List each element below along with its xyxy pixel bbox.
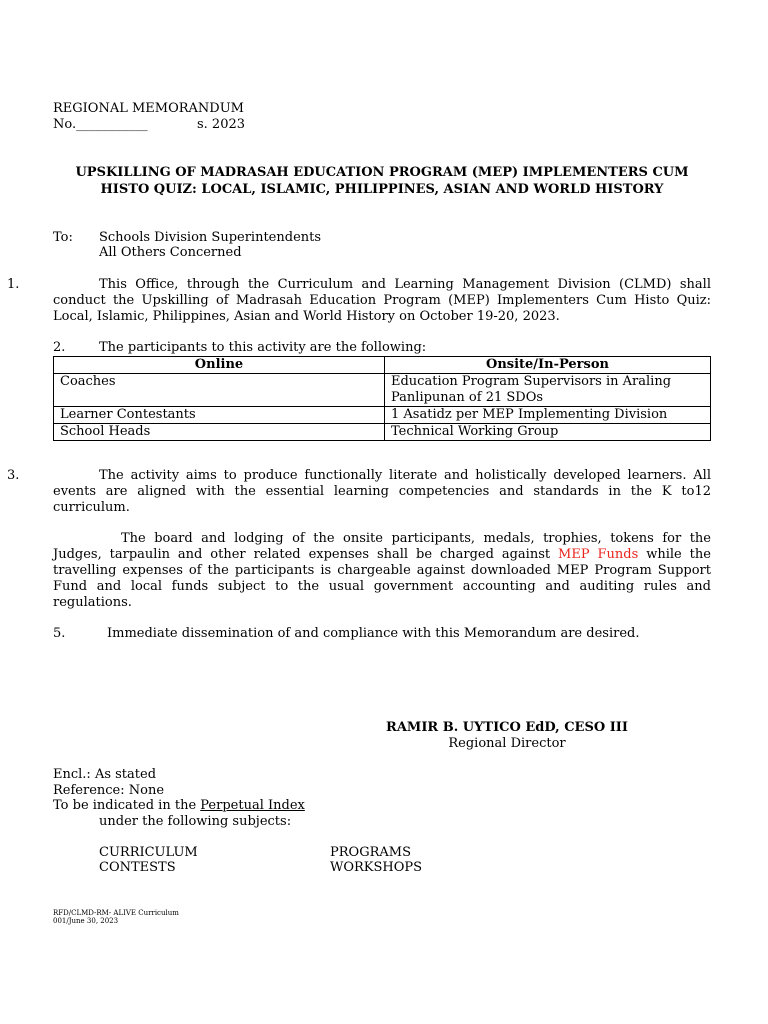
- paragraph-3-text: The activity aims to produce functionally literate and holistically developed learners. All events are aligned with the essential learning competencies and standards in the K to12 curriculum.: [53, 468, 711, 515]
- table-header-online: Online: [54, 357, 385, 374]
- paragraph-4: [53, 531, 711, 611]
- participants-table: [53, 356, 711, 441]
- paragraph-4-text-after: while the travelling expenses of the participants is chargeable against downloaded MEP Program Support Fund and local funds subject to the usual government accounting and auditing rules and regulations.: [53, 547, 711, 610]
- memo-type: REGIONAL MEMORANDUM: [53, 101, 244, 116]
- paragraph-1: [7, 277, 711, 325]
- memo-number: No.___________: [53, 117, 148, 132]
- table-cell: Learner Contestants: [54, 407, 385, 424]
- table-cell: 1 Asatidz per MEP Implementing Division: [385, 407, 711, 424]
- table-cell: Coaches: [54, 374, 385, 407]
- table-cell: School Heads: [54, 424, 385, 441]
- subjects-intro: under the following subjects:: [99, 814, 292, 829]
- to-label: To:: [53, 230, 73, 245]
- mep-funds-highlight: MEP Funds: [558, 547, 639, 562]
- subject-contests: CONTESTS: [99, 860, 176, 875]
- memo-series: s. 2023: [197, 117, 246, 132]
- addressee-1: Schools Division Superintendents: [99, 230, 322, 245]
- addressee-2: All Others Concerned: [99, 245, 242, 260]
- perpetual-index-text: Perpetual Index: [200, 798, 305, 813]
- table-row: [54, 374, 711, 407]
- paragraph-5-number: 5.: [53, 626, 66, 641]
- reference-line: Reference: None: [53, 783, 165, 798]
- paragraph-1-text: This Office, through the Curriculum and Learning Management Division (CLMD) shall conduct the Upskilling of Madrasah Education Program (MEP) Implementers Cum Histo Quiz: Local, Islamic, Philippines, Asian and World History on October 19-20, 2023.: [53, 277, 711, 324]
- paragraph-3-number: 3.: [7, 468, 20, 483]
- memo-title-line2: HISTO QUIZ: LOCAL, ISLAMIC, PHILIPPINES, ASIAN AND WORLD HISTORY: [100, 182, 664, 197]
- paragraph-5-text: Immediate dissemination of and compliance with this Memorandum are desired.: [107, 626, 640, 641]
- table-cell: Education Program Supervisors in Araling Panlipunan of 21 SDOs: [385, 374, 711, 407]
- paragraph-1-number: 1.: [7, 277, 20, 292]
- table-header-onsite: Onsite/In-Person: [385, 357, 711, 374]
- paragraph-3: [7, 468, 711, 516]
- perpetual-index-line: [53, 798, 305, 814]
- memo-title-line1: UPSKILLING OF MADRASAH EDUCATION PROGRAM (MEP) IMPLEMENTERS CUM: [75, 165, 689, 180]
- table-cell: Technical Working Group: [385, 424, 711, 441]
- paragraph-2-text: The participants to this activity are the following:: [99, 340, 427, 355]
- footer-date: 001/June 30, 2023: [53, 917, 119, 925]
- paragraph-2-number: 2.: [53, 340, 66, 355]
- signatory-position: Regional Director: [448, 736, 566, 751]
- subject-workshops: WORKSHOPS: [330, 860, 423, 875]
- footer-code: RFD/CLMD-RM- ALIVE Curriculum: [53, 909, 179, 917]
- paragraph-4-text-before: The board and lodging of the onsite participants, medals, trophies, tokens for the Judges, tarpaulin and other related expenses shall be charged against: [53, 531, 711, 562]
- signatory-name: RAMIR B. UYTICO EdD, CESO III: [386, 720, 628, 735]
- enclosure-line: Encl.: As stated: [53, 767, 157, 782]
- subject-programs: PROGRAMS: [330, 845, 411, 860]
- table-row: [54, 424, 711, 441]
- subject-curriculum: CURRICULUM: [99, 845, 198, 860]
- table-row: [54, 407, 711, 424]
- perpetual-index-prefix: To be indicated in the: [53, 798, 201, 813]
- table-header-row: [54, 357, 711, 374]
